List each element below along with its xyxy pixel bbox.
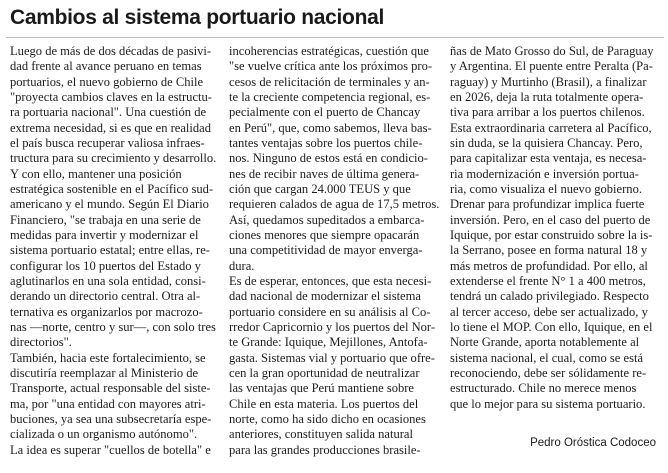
text-line: rredor Capricornio y los puertos del Nor- [229, 319, 436, 334]
text-line: Así, quedamos supeditados a embarca- [229, 212, 425, 227]
text-line: sistema portuario estatal; entre ellas, re- [10, 243, 210, 258]
text-line: Es de esperar, entonces, que esta necesi- [229, 273, 432, 288]
text-line: También, hacia este fortalecimiento, se [10, 350, 206, 365]
article-column-3 [450, 44, 662, 471]
text-line: configurar los 10 puertos del Estado y [10, 258, 201, 273]
text-line: dad nacional de modernizar el sistema [229, 289, 421, 304]
text-line: sin duda, se la quisiera Chancay. Pero, [450, 135, 643, 150]
text-line: incoherencias estratégicas, cuestión que [229, 44, 429, 58]
text-line: La idea es superar "cuellos de botella" e [10, 442, 211, 457]
text-line: raguay) y Murtinho (Brasil), a finalizar [450, 74, 647, 89]
text-line: medidas para invertir y modernizar el [10, 227, 199, 242]
text-line: más metros de profundidad. Por ello, al [450, 258, 648, 273]
text-line: extrema necesidad, si es que en realidad [10, 120, 212, 135]
text-line: tiva para arribar a los puertos chilenos. [450, 105, 645, 120]
text-line: Transporte, actual responsable del siste- [10, 381, 211, 396]
text-line: requieren calados de agua de 17,5 metros. [229, 197, 440, 212]
text-line: Chile en esta materia. Los puertos del [229, 396, 419, 411]
text-line: gasta. Sistemas vial y portuario que ofre- [229, 350, 435, 365]
text-line: reconociendo, debe ser sólidamente re- [450, 365, 647, 380]
text-line: nas —norte, centro y sur—, con solo tres [10, 319, 216, 334]
text-line: al tercer acceso, debe ser actualizado, y [450, 304, 648, 319]
text-line: Esta extraordinaria carretera al Pacífico, [450, 120, 652, 135]
headline-divider [6, 37, 664, 38]
text-line: Norte Grande, aporta notablemente al [450, 335, 640, 350]
text-line: portuario considere en su análisis al Co- [229, 304, 431, 319]
text-line: norte, como ha sido dicho en ocasiones [229, 411, 426, 426]
text-line: Iquique, por estar construido sobre la is- [450, 227, 653, 242]
text-line: que lo mejor para su sistema portuario. [450, 396, 646, 411]
text-line: derando un directorio central. Otra al- [10, 289, 201, 304]
text-line: cesos de relicitación de terminales y an- [229, 74, 430, 89]
article-column-2 [229, 44, 441, 471]
text-line: ria modernización e inversión portua- [450, 166, 639, 181]
text-line: en Perú", que, como sabemos, lleva bas- [229, 120, 432, 135]
text-line: una competitividad de mayor enverga- [229, 243, 423, 258]
text-line: el país busca recuperar valiosa infraes- [10, 135, 205, 150]
text-line: Drenar para profundizar implica fuerte [450, 197, 645, 212]
article-column-1 [10, 44, 222, 471]
text-line: ciones menores que siempre opacarán [229, 227, 420, 242]
text-line: Financiero, "se trabaja en una serie de [10, 212, 201, 227]
text-line: Luego de más de dos décadas de pasivi- [10, 44, 212, 58]
author-signature: Pedro Oróstica Codoceo [530, 437, 656, 449]
text-line: portuarios, el nuevo gobierno de Chile [10, 74, 204, 89]
text-line: ra portuaria nacional". Una cuestión de [10, 105, 207, 120]
text-line: americano y el mundo. Según El Diario [10, 197, 209, 212]
text-line: en 2026, deja la ruta totalmente opera- [450, 89, 644, 104]
text-line: estratégica sostenible en el Pacífico sud- [10, 181, 214, 196]
text-line: "proyecta cambios claves en la estructu- [10, 89, 212, 104]
text-line: ternativa es organizarlos por macrozo- [10, 304, 203, 319]
text-line: anteriores, constituyen salida natural [229, 427, 413, 442]
text-line: extenderse el frente N° 1 a 400 metros, [450, 273, 646, 288]
text-line: discutiría reemplazar al Ministerio de [10, 365, 199, 380]
text-line: lo tiene el MOP. Con ello, Iquique, en el [450, 319, 653, 334]
text-line: las ventajas que Perú mantiene sobre [229, 381, 415, 396]
text-line: directorios". [10, 335, 72, 350]
text-line: Y con ello, mantener una posición [10, 166, 182, 181]
text-line: inversión. Pero, en el caso del puerto de [450, 212, 651, 227]
text-line: y Argentina. El puente entre Peralta (Pa- [450, 59, 653, 74]
text-line: cen la gran oportunidad de neutralizar [229, 365, 420, 380]
text-line: la Serrano, posee en forma natural 18 y [450, 243, 648, 258]
text-line: tantes ventajas sobre los puertos chile- [229, 135, 423, 150]
text-line: te la creciente competencia regional, es- [229, 89, 431, 104]
text-line: dura. [229, 258, 255, 273]
text-line: "se vuelve crítica ante los próximos pro- [229, 59, 433, 74]
text-line: buciones, ya sea una subsecretaría espe- [10, 411, 212, 426]
text-line: tructura para su crecimiento y desarrollo. [10, 151, 217, 166]
text-line: aglutinarlos en una sola entidad, consi- [10, 273, 206, 288]
text-line: para capitalizar esta ventaja, es necesa- [450, 151, 647, 166]
text-line: nes de recibir naves de última genera- [229, 166, 420, 181]
text-line: ción que cargan 24.000 TEUS y que [229, 181, 411, 196]
text-line: tendrá un calado privilegiado. Respecto [450, 289, 649, 304]
text-line: para las grandes producciones brasile- [229, 442, 421, 457]
text-line: ma, por "una entidad con mayores atri- [10, 396, 206, 411]
text-line: cializada o un organismo autónomo". [10, 427, 198, 442]
text-line: sistema nacional, el cual, como se está [450, 350, 644, 365]
text-line: dad frente al avance peruano en temas [10, 59, 202, 74]
text-line: nos. Ninguno de estos está en condicio- [229, 151, 428, 166]
text-line: estructurado. Chile no merece menos [450, 381, 637, 396]
text-line: pecialmente con el puerto de Chancay [229, 105, 421, 120]
text-line: ñas de Mato Grosso do Sul, de Paraguay [450, 44, 654, 58]
article-headline: Cambios al sistema portuario nacional [10, 6, 385, 29]
text-line: ria, como visualiza el nuevo gobierno. [450, 181, 642, 196]
text-line: te Grande: Iquique, Mejillones, Antofa- [229, 335, 428, 350]
